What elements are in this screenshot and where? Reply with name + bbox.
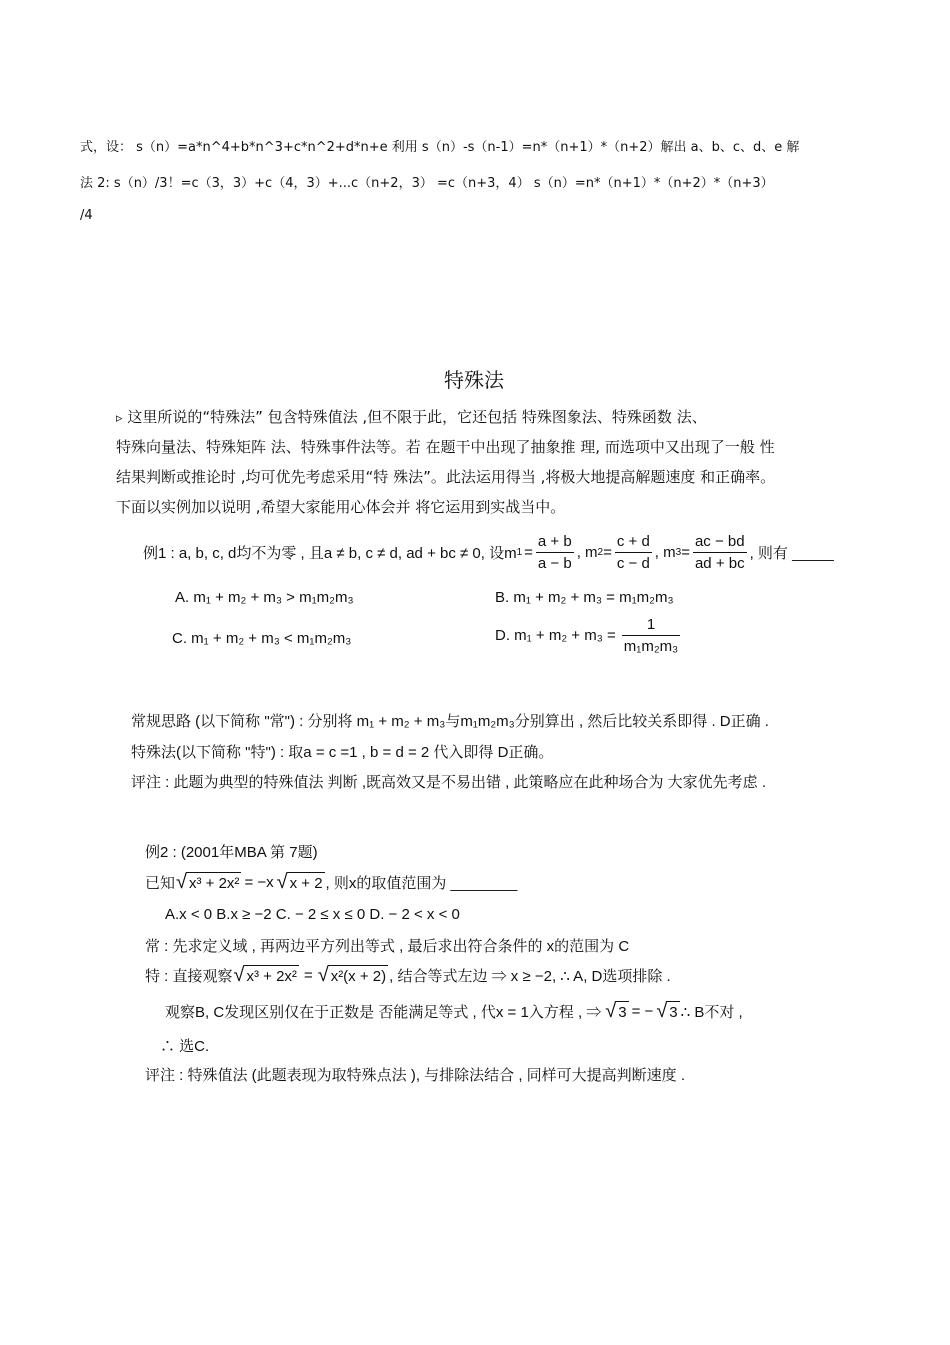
option-d-prefix: D. m₁ + m₂ + m₃ = — [495, 627, 616, 645]
solution-comment: 评注 : 此题为典型的特殊值法 判断 ,既高效又是不易出错 , 此策略应在此种场合为 大家优先考虑 . — [131, 774, 767, 791]
option-d — [495, 616, 683, 656]
example-1-question: 例1 : a, b, c, d均不为零 , 且a ≠ b, c ≠ d, ad + bc ≠ 0, 设m 1 = $\frac{a + b}{a - b}$ , m 2 = $\frac{c + d}{c - d}$ , m 3 = $\frac{ac - bd}{ad + bc}$ , 则有 _____ — [143, 533, 834, 573]
example-2-choose: ∴ 选C. — [160, 1038, 210, 1055]
top-line-2: 法 2: s（n）/3！=c（3，3）+c（4，3）+...c（n+2，3） =c（n+3，4） s（n）=n*（n+1）*（n+2）*（n+3） — [80, 176, 774, 191]
sqrt-expression-1: √ x³ + 2x² — [176, 871, 240, 893]
fraction-option-d: $\frac{1}{\text{m₁m₂m₃}}$ — [623, 616, 679, 656]
sqrt-three-1: √ 3 — [605, 1000, 627, 1022]
option-c: C. m₁ + m₂ + m₃ < m₁m₂m₃ — [172, 630, 352, 647]
sqrt-three-2: √ 3 — [656, 1000, 678, 1022]
solution-regular: 常规思路 (以下简称 "常") : 分别将 m₁ + m₂ + m₃与m₁m₂m₃分别算出 , 然后比较关系即得 . D正确 . — [131, 713, 769, 730]
intro-text-1: 这里所说的“特殊法” 包含特殊值法 ,但不限于此，它还包括 特殊图象法、特殊函数 法、 — [127, 408, 707, 426]
example-2-regular: 常 : 先求定义域 , 再两边平方列出等式 , 最后求出符合条件的 x的范围为 C — [145, 938, 630, 955]
example-1-label: 例1 : a, b, c, d均不为零 , 且a ≠ b, c ≠ d, ad + bc ≠ 0, 设m — [143, 545, 517, 563]
example-2-label: 例2 : (2001年MBA 第 7题) — [145, 844, 318, 861]
fraction-m3: $\frac{ac - bd}{ad + bc}$ — [694, 533, 745, 573]
intro-line-3: 结果判断或推论时 ,均可优先考虑采用“特 殊法”。此法运用得当 ,将极大地提高解题速度 和正确率。 — [116, 468, 776, 486]
intro-line-4: 下面以实例加以说明 ,希望大家能用心体会并 将它运用到实战当中。 — [116, 498, 566, 516]
solution-special: 特殊法(以下简称 "特") : 取a = c =1 , b = d = 2 代入即得 D正确。 — [131, 744, 554, 761]
intro-line-2: 特殊向量法、特殊矩阵 法、特殊事件法等。若 在题干中出现了抽象推 理, 而选项中又出现了一般 性 — [116, 438, 775, 456]
top-line-3: /4 — [80, 208, 93, 223]
sqrt-expression-4: √ x²(x + 2) — [317, 964, 387, 986]
example-2-observe: 观察B, C发现区别仅在于正数是 否能满足等式 , 代x = 1入方程 , ⇒ √ 3 = − √ 3 ∴ B不对 , — [165, 1000, 743, 1022]
section-title: 特殊法 — [444, 368, 504, 392]
top-line-1: 式，设： s（n）=a*n^4+b*n^3+c*n^2+d*n+e 利用 s（n）-s（n-1）=n*（n+1）*（n+2）解出 a、b、c、d、e 解 — [80, 140, 800, 155]
fraction-m2: $\frac{c + d}{c - d}$ — [616, 533, 650, 573]
example-2-comment: 评注 : 特殊值法 (此题表现为取特殊点法 ), 与排除法结合 , 同样可大提高判断速度 . — [145, 1067, 686, 1084]
intro-line-1 — [116, 406, 707, 427]
sqrt-expression-3: √ x³ + 2x² — [233, 964, 297, 986]
example-2-question: 已知 √ x³ + 2x² = −x √ x + 2 , 则x的取值范围为 ________ — [145, 871, 518, 893]
option-a: A. m₁ + m₂ + m₃ > m₁m₂m₃ — [175, 589, 354, 606]
example-1-tail: , 则有 _____ — [749, 545, 834, 563]
example-2-options: A.x < 0 B.x ≥ −2 C. − 2 ≤ x ≤ 0 D. − 2 < x < 0 — [165, 906, 460, 923]
example-2-special: 特 : 直接观察 √ x³ + 2x² = √ x²(x + 2) , 结合等式左边 ⇒ x ≥ −2, ∴ A, D选项排除 . — [145, 964, 671, 986]
sqrt-expression-2: √ x + 2 — [276, 871, 323, 893]
fraction-m1: $\frac{a + b}{a - b}$ — [537, 533, 572, 573]
bullet-marker: ▹ — [116, 411, 123, 426]
option-b: B. m₁ + m₂ + m₃ = m₁m₂m₃ — [495, 589, 674, 606]
